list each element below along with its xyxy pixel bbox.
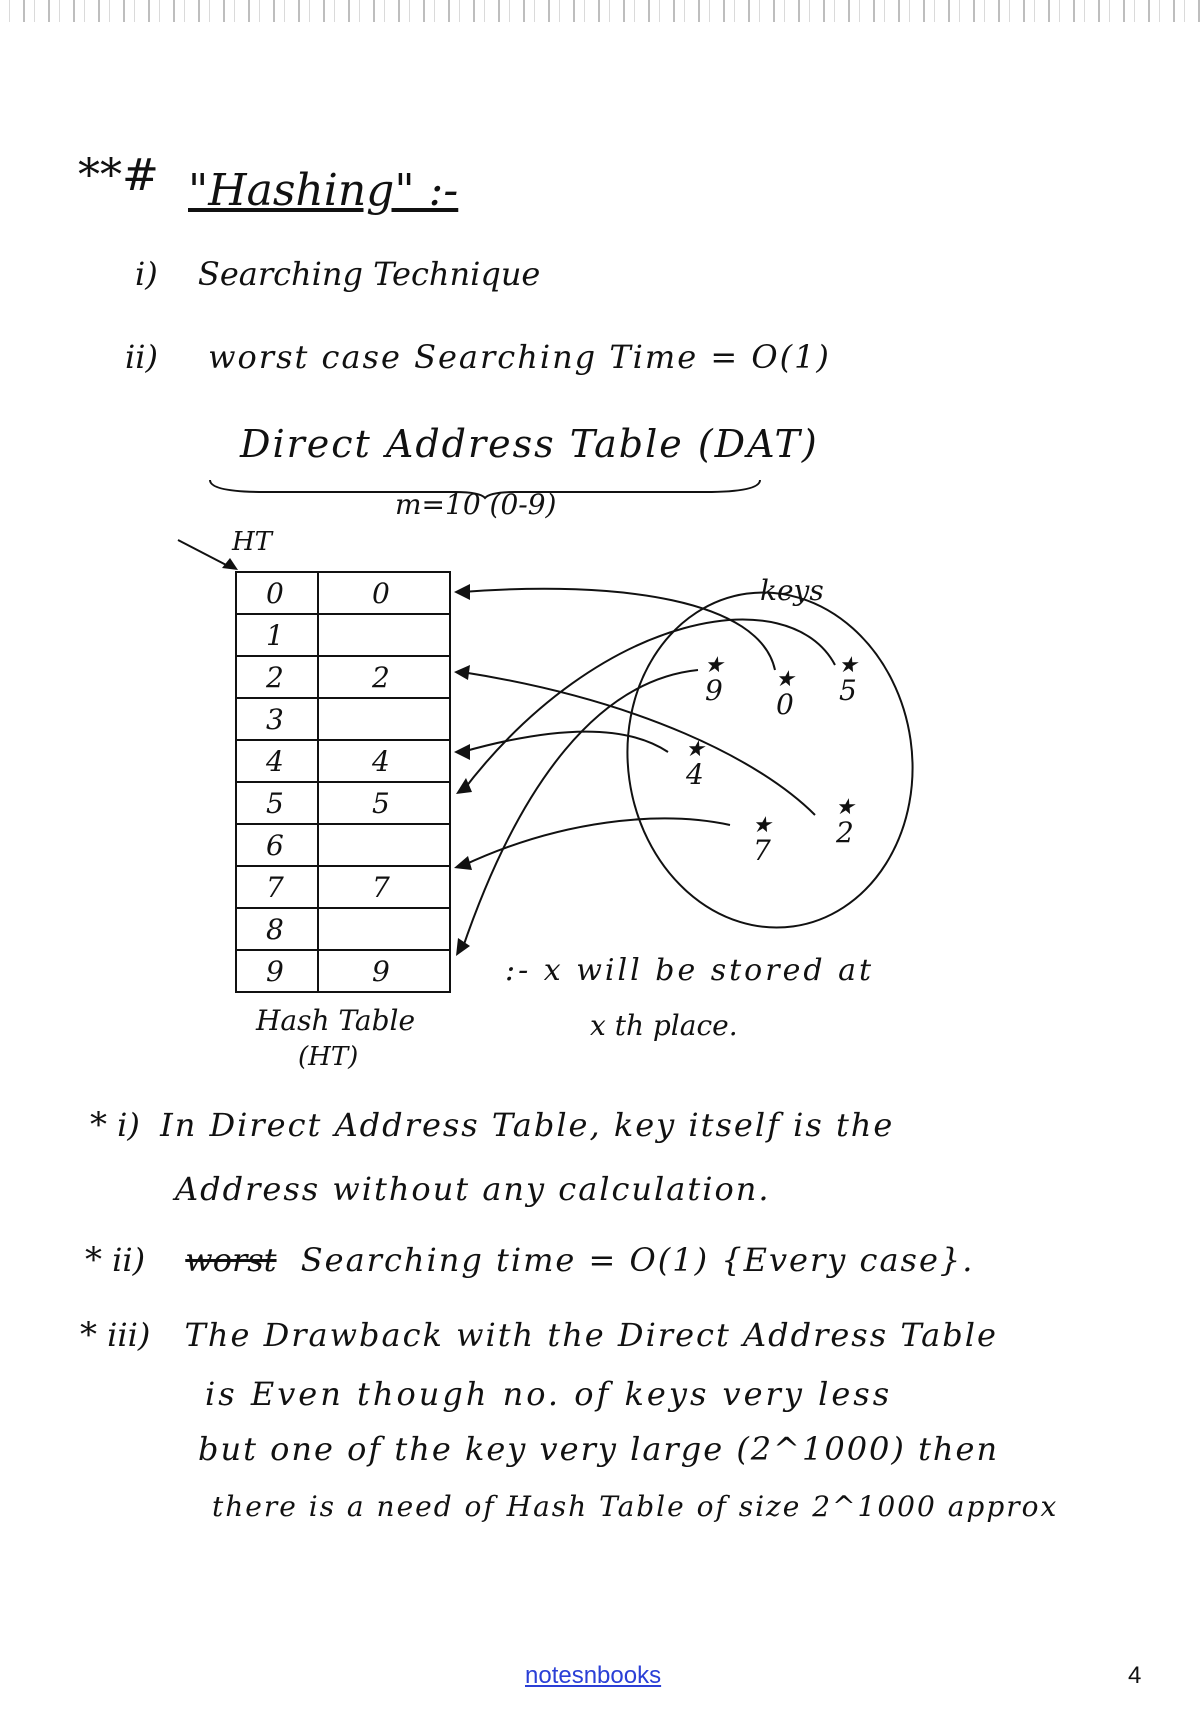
- table-caption: Hash Table: [256, 1004, 416, 1037]
- heading-marker: [78, 150, 159, 201]
- arrow-key-7: [462, 819, 730, 866]
- hash-slot-value: 9: [372, 955, 390, 988]
- mapping-arrowheads: [454, 584, 472, 956]
- point-1-number: i): [135, 255, 158, 293]
- key-value: 5: [839, 674, 857, 707]
- key-star-marker: ★: [775, 667, 795, 692]
- hash-slot-index: 4: [266, 745, 284, 778]
- point-1-text: Searching Technique: [197, 255, 541, 293]
- note-3-line-1: The Drawback with the Direct Address Table: [184, 1316, 998, 1354]
- dat-rule-line-2: x th place.: [590, 1009, 738, 1042]
- hash-slot-index: 8: [266, 913, 284, 946]
- point-1: [135, 255, 540, 293]
- key-value: 2: [836, 816, 854, 849]
- hash-slot-value: 0: [372, 577, 390, 610]
- note-2-star: *: [85, 1240, 102, 1280]
- note-3-line-3: but one of the key very large (2^1000) then: [198, 1430, 1000, 1468]
- hash-slot-value: 7: [372, 871, 390, 904]
- dat-rule-line-1: :- x will be stored at: [505, 953, 875, 988]
- heading-hash-marker: **#: [78, 150, 159, 201]
- scan-noise-strip: [0, 0, 1200, 22]
- hash-slot-index: 0: [266, 577, 284, 610]
- note-2-struck-word: worst: [185, 1241, 277, 1279]
- page-number: 4: [1128, 1662, 1142, 1689]
- note-2-line-1: Searching time = O(1) {Every case}.: [300, 1241, 975, 1279]
- hash-slot-index: 6: [266, 829, 284, 862]
- hash-slot-index: 5: [266, 787, 284, 820]
- arrowhead-slot-9: [456, 938, 470, 956]
- dat-diagram: [0, 520, 1200, 1080]
- arrowhead-slot-4: [454, 744, 470, 760]
- footer-source-link-wrap: [525, 1662, 661, 1690]
- arrow-key-2: [462, 672, 815, 815]
- dat-size: m=10 (0-9): [395, 488, 557, 521]
- hash-slot-index: 2: [266, 661, 284, 694]
- hash-slot-value: 4: [372, 745, 390, 778]
- key-value: 7: [753, 834, 771, 867]
- footer-source-link[interactable]: notesnbooks: [525, 1662, 662, 1689]
- hash-slot-value: 2: [372, 661, 390, 694]
- keys-group: [685, 653, 859, 867]
- hash-slot-index: 7: [266, 871, 284, 904]
- note-1-line-2: Address without any calculation.: [175, 1170, 771, 1208]
- hash-slot-index: 1: [266, 619, 284, 652]
- note-1: [90, 1105, 894, 1145]
- point-2-text: worst case Searching Time = O(1): [208, 338, 831, 376]
- key-star-marker: ★: [838, 653, 858, 678]
- note-3-star: *: [80, 1315, 97, 1355]
- key-star-marker: ★: [835, 795, 855, 820]
- keys-label: keys: [760, 574, 824, 607]
- key-value: 9: [705, 674, 723, 707]
- arrowhead-slot-7: [454, 856, 472, 870]
- hash-slot-index: 9: [266, 955, 284, 988]
- hash-slot-index: 3: [266, 703, 284, 736]
- note-3-line-2: is Even though no. of keys very less: [205, 1375, 893, 1413]
- note-3: [80, 1315, 998, 1355]
- keys-set-ellipse: [606, 574, 934, 946]
- arrow-key-9: [462, 670, 698, 950]
- page-title: "Hashing" :-: [188, 165, 459, 216]
- arrow-key-0: [462, 589, 775, 670]
- mapping-arrows: [462, 589, 835, 950]
- point-2-number: ii): [125, 338, 158, 376]
- note-1-star: *: [90, 1105, 107, 1145]
- point-2: [125, 338, 831, 376]
- arrowhead-slot-0: [454, 584, 470, 600]
- key-star-marker: ★: [704, 653, 724, 678]
- hash-slot-value: 5: [372, 787, 390, 820]
- ht-pointer-arrow: [178, 540, 232, 568]
- ht-pointer-label: HT: [232, 527, 273, 557]
- table-caption-abbr: (HT): [298, 1042, 359, 1072]
- hash-table: [236, 572, 450, 992]
- key-value: 0: [776, 688, 794, 721]
- note-1-number: i): [117, 1106, 140, 1144]
- dat-title: Direct Address Table (DAT): [240, 422, 819, 466]
- key-value: 4: [686, 758, 704, 791]
- note-1-line-1: In Direct Address Table, key itself is the: [160, 1106, 895, 1144]
- note-3-number: iii): [107, 1316, 151, 1354]
- arrowhead-slot-5: [456, 778, 472, 794]
- key-star-marker: ★: [685, 737, 705, 762]
- arrowhead-slot-2: [454, 665, 470, 680]
- note-2: [85, 1240, 974, 1280]
- note-2-number: ii): [112, 1241, 146, 1279]
- key-star-marker: ★: [752, 813, 772, 838]
- note-3-line-4: there is a need of Hash Table of size 2^1000 approx: [212, 1490, 1059, 1523]
